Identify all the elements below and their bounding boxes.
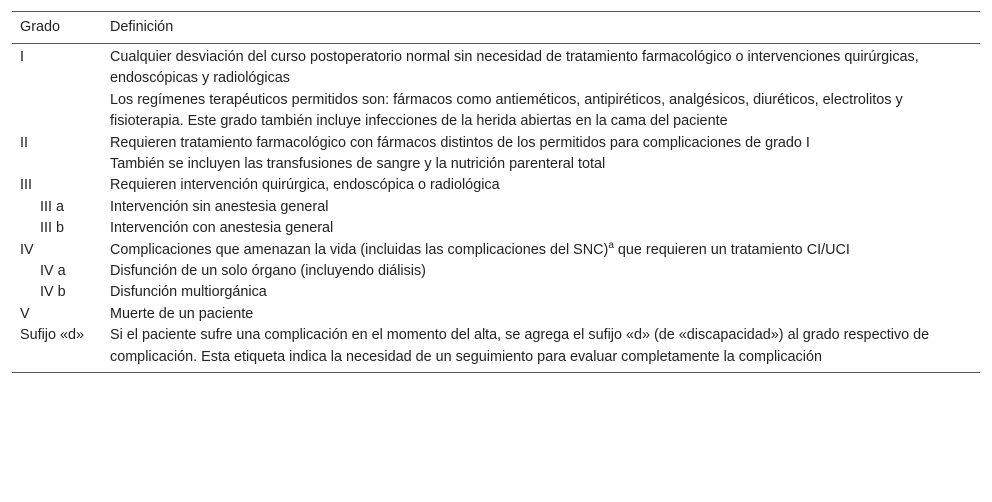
table-row [12, 282, 980, 303]
table-row [12, 175, 980, 196]
subgrade-cell: III a [40, 198, 64, 215]
footnote-marker: a [608, 239, 614, 251]
definition-line-continuation: que requieren un tratamiento CI/UCI [613, 241, 850, 258]
definition-line: Cualquier desviación del curso postoperatorio normal sin necesidad de tratamiento farmacológico o intervenciones quirúrgicas, endoscópicas y radiológicas [110, 49, 919, 87]
grade-cell: Sufijo «d» [20, 327, 85, 344]
definition-cell [102, 218, 980, 239]
subgrade-cell: IV b [40, 284, 66, 301]
complication-grade-table [12, 11, 980, 373]
column-header-definition: Definición [110, 19, 174, 35]
definition-line: Complicaciones que amenazan la vida (incluidas las complicaciones del SNC) [110, 241, 609, 258]
definition-cell [102, 304, 980, 325]
definition-line: Intervención con anestesia general [110, 220, 334, 237]
table-row [12, 44, 980, 133]
definition-cell [102, 175, 980, 196]
definition-line: Si el paciente sufre una complicación en el momento del alta, se agrega el sufijo «d» (de «discapacidad») al grado respectivo de complicación. Esta etiqueta indica la necesidad de un seguimiento para evaluar completamente la complicación [110, 327, 930, 365]
definition-cell [102, 325, 980, 372]
table-row [12, 197, 980, 218]
definition-line: Requieren intervención quirúrgica, endoscópica o radiológica [110, 177, 500, 194]
definition-line: Disfunción multiorgánica [110, 284, 267, 301]
grade-cell: III [20, 177, 32, 194]
definition-line: Muerte de un paciente [110, 305, 254, 322]
definition-line: Requieren tratamiento farmacológico con fármacos distintos de los permitidos para complicaciones de grado I [110, 134, 810, 151]
grade-cell: IV [20, 241, 34, 258]
table-row [12, 218, 980, 239]
grade-cell: II [20, 134, 28, 151]
definition-cell [102, 133, 980, 176]
subgrade-cell: III b [40, 220, 64, 237]
definition-cell [102, 282, 980, 303]
grade-cell: I [20, 49, 24, 65]
definition-line: Intervención sin anestesia general [110, 198, 329, 215]
definition-cell [102, 197, 980, 218]
table-row [12, 133, 980, 176]
table-header-row [12, 12, 980, 44]
column-header-grade: Grado [20, 19, 60, 35]
subgrade-cell: IV a [40, 263, 66, 280]
classification-table-container [12, 11, 980, 373]
definition-cell [102, 44, 980, 133]
definition-cell [102, 261, 980, 282]
table-row [12, 325, 980, 372]
table-row [12, 261, 980, 282]
table-row [12, 304, 980, 325]
definition-cell [102, 240, 980, 261]
definition-line: También se incluyen las transfusiones de sangre y la nutrición parenteral total [110, 156, 606, 173]
table-row [12, 240, 980, 261]
definition-line: Disfunción de un solo órgano (incluyendo diálisis) [110, 263, 426, 280]
grade-cell: V [20, 305, 30, 322]
definition-line: Los regímenes terapéuticos permitidos son: fármacos como antieméticos, antipiréticos, analgésicos, diuréticos, electrolitos y fisioterapia. Este grado también incluye infecciones de la herida abiertas en la cama del paciente [110, 91, 903, 130]
